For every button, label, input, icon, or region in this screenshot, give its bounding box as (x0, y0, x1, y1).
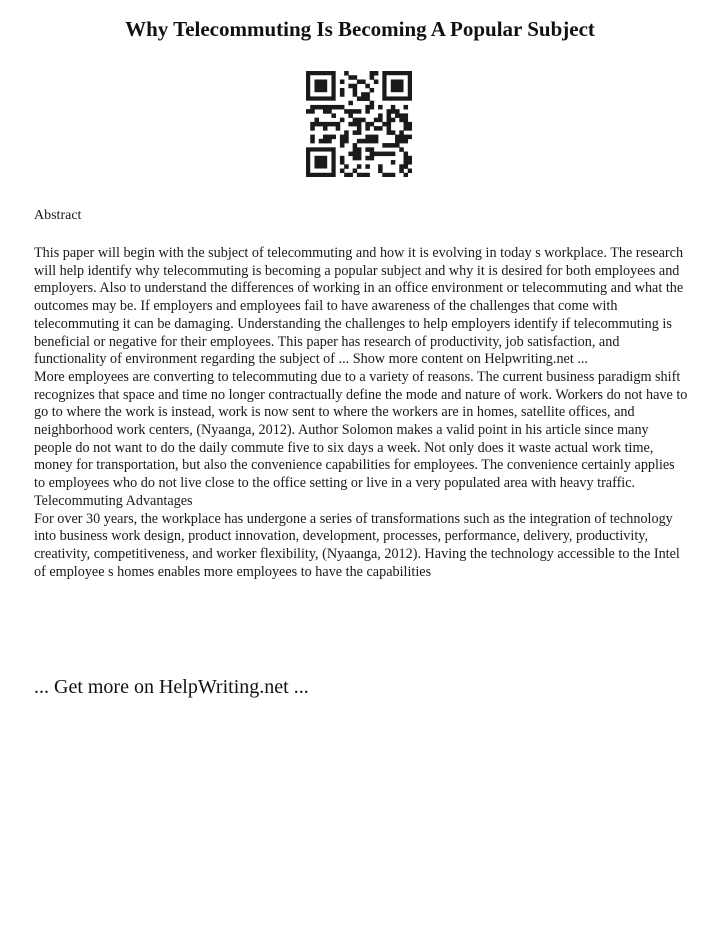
document-body (34, 245, 688, 581)
section-heading-advantages: Telecommuting Advantages (34, 492, 193, 509)
document-title: Why Telecommuting Is Becoming A Popular Subject (125, 17, 595, 41)
abstract-heading: Abstract (34, 208, 82, 223)
get-more-link[interactable]: ... Get more on HelpWriting.net ... (34, 676, 309, 698)
qr-code-icon (306, 71, 412, 177)
paragraph-reasons: More employees are converting to telecommuting due to a variety of reasons. The current business paradigm shift recognizes that space and time no longer contractually define the mode and nature of work. Workers do not have to go to where the work is instead, work is now sent to where the workers are in homes, satellite offices, and neighborhood work centers, (Nyaanga, 2012). Author Solomon makes a valid point in his article since many people do not want to do the daily commute five to six days a week. Not only does it waste actual work time, money for transportation, but also the convenience capabilities for employees. The convenience certainly applies to employees who do not live close to the office setting or live in a very populated area with heavy traffic. (34, 368, 688, 492)
paragraph-abstract: This paper will begin with the subject of telecommuting and how it is evolving in today s workplace. The research will help identify why telecommuting is becoming a popular subject and why it is desired for both employees and employers. Also to understand the differences of working in an office environment or telecommuting and what the outcomes may be. If employers and employees fail to have awareness of the challenges that come with telecommuting it can be damaging. Understanding the challenges to help employers identify if telecommuting is beneficial or negative for their employees. This paper has research of productivity, job satisfaction, and functionality of environment regarding the subject of ... Show more content on Helpwriting.net ... (34, 245, 684, 368)
paragraph-advantages: For over 30 years, the workplace has undergone a series of transformations such as the integration of technology into business work design, product innovation, development, processes, performance, delivery, productivity, creativity, competitiveness, and worker flexibility, (Nyaanga, 2012). Having the technology accessible to the Intel of employee s homes enables more employees to have the capabilities (34, 510, 680, 580)
